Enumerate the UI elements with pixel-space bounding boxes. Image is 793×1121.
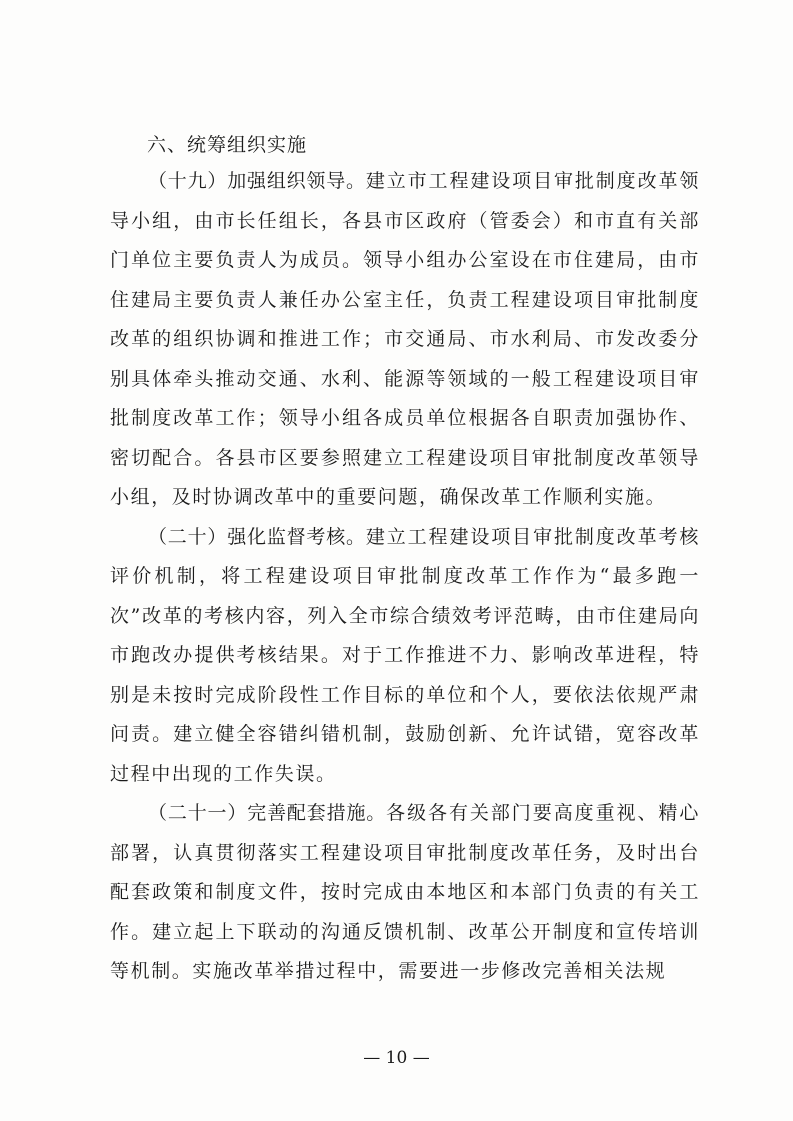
paragraph-19-lead: （十九）加强组织领导。 [148, 170, 366, 192]
paragraph-21-body: 各级各有关部门要高度重视、精心部署，认真贯彻落实工程建设项目审批制度改革任务，及时出台配套政策和制度文件，按时完成由本地区和本部门负责的有关工作。建立起上下联动的沟通反馈机制、改革公开制度和宣传培训等机制。实施改革举措过程中，需要进一步修改完善相关法规 [110, 802, 700, 982]
paragraph-20-lead: （二十）强化监督考核。 [148, 525, 366, 548]
paragraph-21 [110, 794, 700, 992]
paragraph-19 [110, 162, 700, 518]
section-heading: 六、统筹组织实施 [147, 134, 308, 156]
document-body [110, 128, 700, 992]
paragraph-21-lead: （二十一）完善配套措施。 [148, 802, 387, 824]
page-number: — 10 — [363, 1048, 430, 1068]
paragraph-20 [110, 518, 700, 795]
paragraph-20-body: 建立工程建设项目审批制度改革考核评价机制，将工程建设项目审批制度改革工作作为“最多跑一次”改革的考核内容，列入全市综合绩效考评范畴，由市住建局向市跑改办提供考核结果。对于工作推进不力、影响改革进程，特别是未按时完成阶段性工作目标的单位和个人，要依法依规严肃问责。建立健全容错纠错机制，鼓励创新、允许试错，宽容改革过程中出现的工作失误。 [110, 525, 700, 785]
paragraph-19-body: 建立市工程建设项目审批制度改革领导小组，由市长任组长，各县市区政府（管委会）和市直有关部门单位主要负责人为成员。领导小组办公室设在市住建局，由市住建局主要负责人兼任办公室主任，负责工程建设项目审批制度改革的组织协调和推进工作；市交通局、市水利局、市发改委分别具体牵头推动交通、水利、能源等领域的一般工程建设项目审批制度改革工作；领导小组各成员单位根据各自职责加强协作、密切配合。各县市区要参照建立工程建设项目审批制度改革领导小组，及时协调改革中的重要问题，确保改革工作顺利实施。 [110, 170, 700, 508]
